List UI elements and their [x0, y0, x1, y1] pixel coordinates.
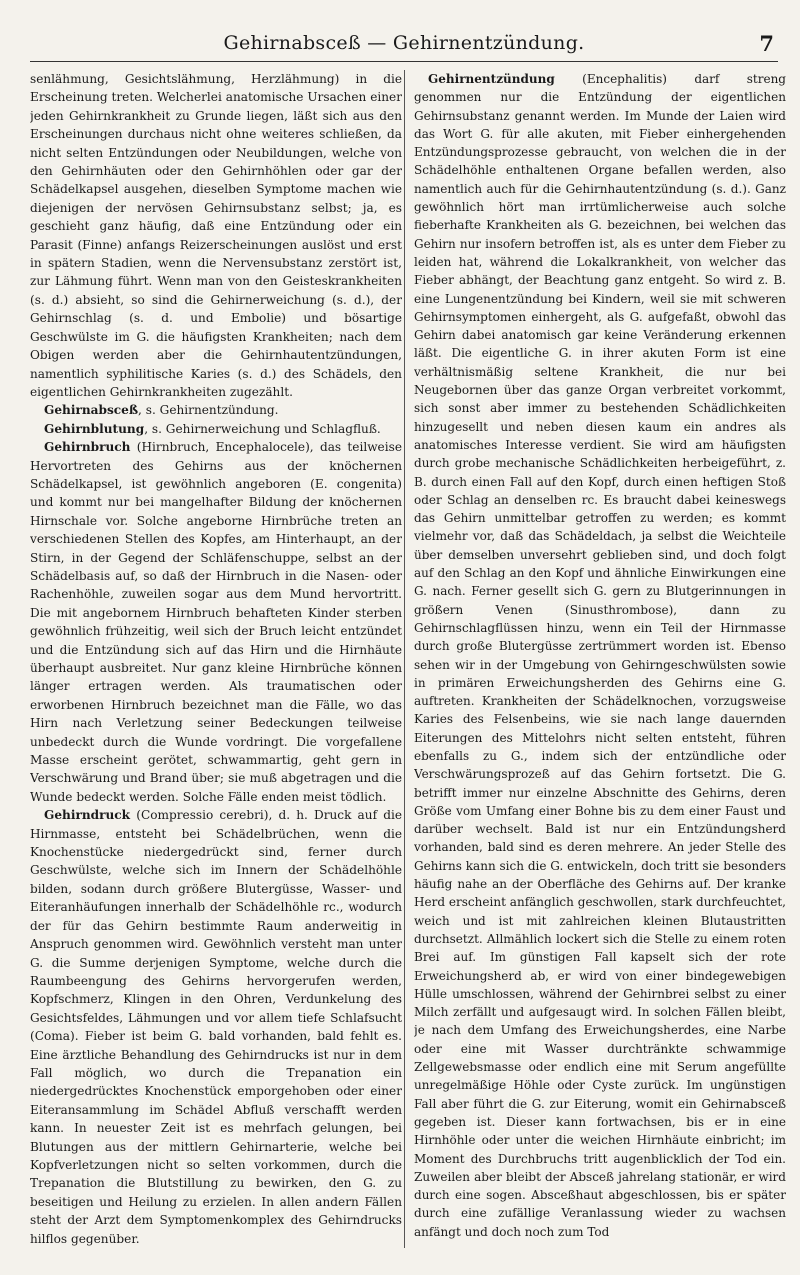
column-separator — [404, 70, 405, 1248]
entry-gehirndruck — [30, 806, 402, 1248]
entry-body: (Hirnbruch, Encephalocele), das teilweise Hervortreten des Gehirns aus der knöchernen Schädelkapsel, ist gewöhnlich angeboren (E. congenita) und kommt nur bei mangelhafter Bildung der knöchernen Hirnschale vor. Solche angeborne Hirnbrüche treten an verschiedenen Stellen des Kopfes, am Hinterhaupt, an der Stirn, in der Gegend der Schläfenschuppe, selbst an der Schädelbasis auf, so daß der Hirnbruch in die Nasen- oder Rachenhöhle, zuweilen sogar aus dem Mund hervortritt. Die mit angebornem Hirnbruch behafteten Kinder sterben gewöhnlich frühzeitig, weil sich der Bruch leicht entzündet und die Entzündung sich auf das Hirn und die Hirnhäute überhaupt ausbreitet. Nur ganz kleine Hirnbrüche können länger ertragen werden. Als traumatischen oder erworbenen Hirnbruch bezeichnet man die Fälle, wo das Hirn nach Verletzung seiner Bedeckungen teilweise unbedeckt durch die Wunde vordringt. Die vorgefallene Masse erscheint gerötet, schwammartig, geht gern in Verschwärung und Brand über; sie muß abgetragen und die Wunde bedeckt werden. Solche Fälle enden meist tödlich. — [30, 440, 402, 804]
header-rule — [30, 61, 778, 62]
page-number: 7 — [759, 31, 774, 56]
entry-body: senlähmung, Gesichtslähmung, Herzlähmung) in die Erscheinung treten. Welcherlei anatomische Ursachen einer jeden Gehirnkrankheit zu Grunde liegen, läßt sich aus den Erscheinungen durchaus nicht ohne weiteres schließen, da nicht selten Entzündungen oder Neubildungen, welche von den Gehirnhäuten oder den Gehirnhöhlen oder gar der Schädelkapsel ausgehen, dieselben Symptome machen wie diejenigen der nervösen Gehirnsubstanz selbst; ja, es geschieht ganz häufig, daß eine Entzündung oder ein Parasit (Finne) anfangs Reizerscheinungen auslöst und erst in spätern Stadien, wenn die Nervensubstanz zerstört ist, zur Lähmung führt. Wenn man von den Geisteskrankheiten (s. d.) absieht, so sind die Gehirnerweichung (s. d.), der Gehirnschlag (s. d. und Embolie) und bösartige Geschwülste im G. die häufigsten Krankheiten; nach dem Obigen werden aber die Gehirnhautentzündungen, namentlich syphilitische Karies (s. d.) des Schädels, den eigentlichen Gehirnkrankheiten zugezählt. — [30, 72, 402, 399]
entry-body: s. Gehirnerweichung und Schlagfluß. — [151, 421, 381, 436]
entry-gehirnabscess: Gehirnabsceß, s. Gehirnentzündung. — [44, 403, 279, 418]
entry-body: s. Gehirnentzündung. — [145, 403, 279, 418]
left-column — [30, 70, 402, 1248]
entry-body: (Encephalitis) darf streng genommen nur die Entzündung der eigentlichen Gehirnsubstanz genannt werden. Im Munde der Laien wird das Wort G. für alle akuten, mit Fieber einhergehenden Entzündungsprozesse gebraucht, von welchen die in der Schädelhöhle enthaltenen Organe befallen werden, also namentlich auch für die Gehirnhautentzündung (s. d.). Ganz gewöhnlich hört man irrtümlicherweise auch solche fieberhafte Krankheiten als G. bezeichnen, bei welchen das Gehirn nur insofern betroffen ist, als es unter dem Fieber zu leiden hat, während die Lokalkrankheit, von welcher das Fieber abhängt, der Beachtung ganz entgeht. So wird z. B. eine Lungenentzündung bei Kindern, weil sie mit schweren Gehirnsymptomen einhergeht, als G. aufgefaßt, obwohl das Gehirn dabei anatomisch gar keine Veränderung erkennen läßt. Die eigentliche G. in ihrer akuten Form ist eine verhältnismäßig seltene Krankheit, die nur bei Neugebornen über das ganze Organ verbreitet vorkommt, sich sonst aber immer zu bestehenden Schädlichkeiten hinzugesellt und neben diesen kaum ein andres als anatomisches Interesse verdient. Sie wird am häufigsten durch grobe mechanische Schädlichkeiten herbeigeführt, z. B. durch einen Fall auf den Kopf, durch einen heftigen Stoß oder Schlag an denselben rc. Es braucht dabei keineswegs das Gehirn unmittelbar getroffen zu werden; es kommt vielmehr vor, daß das Schädeldach, ja selbst die Weichteile über demselben unversehrt geblieben sind, und doch folgt auf den Schlag an den Kopf und ähnliche Einwirkungen eine G. nach. Ferner gesellt sich G. gern zu Blutgerinnungen in größern Venen (Sinusthrombose), dann zu Gehirnschlagflüssen hinzu, wenn ein Teil der Hirnmasse durch große Blutergüsse zertrümmert worden ist. Ebenso sehen wir in der Umgebung von Gehirngeschwülsten sowie in primären Erweichungsherden des Gehirns eine G. auftreten. Krankheiten der Schädelknochen, vorzugsweise Karies des Felsenbeins, wie sie nach lange dauernden Eiterungen des Mittelohrs nicht selten entsteht, führen ebenfalls zu G., indem sich der entzündliche oder Verschwärungsprozeß auf das Gehirn fortsetzt. Die G. betrifft immer nur einzelne Abschnitte des Gehirns, deren Größe vom Umfang einer Bohne bis zu dem einer Faust und darüber wechselt. Bald ist nur ein Entzündungsherd vorhanden, bald sind es deren mehrere. An jeder Stelle des Gehirns kann sich die G. entwickeln, doch tritt sie besonders häufig nahe an der Oberfläche des Gehirns auf. Der kranke Herd erscheint anfänglich geschwollen, stark durchfeuchtet, weich und ist mit zahlreichen kleinen Blutaustritten durchsetzt. Allmählich lockert sich die Stelle zu einem roten Brei auf. Im günstigen Fall kapselt sich der rote Erweichungsherd ab, er wird von einer bindegewebigen Hülle umschlossen, während der Gehirnbrei selbst zu einer Milch zerfällt und aufgesaugt wird. In solchen Fällen bleibt, je nach dem Umfang des Erweichungsherdes, eine Narbe oder eine mit Wasser durchtränkte schwammige Zellgewebsmasse oder endlich eine mit Serum angefüllte unregelmäßige Höhle oder Cyste zurück. Im ungünstigen Fall aber führt die G. zur Eiterung, womit ein Gehirnabsceß gegeben ist. Dieser kann fortwachsen, bis er in eine Hirnhöhle oder unter die weichen Hirnhäute einbricht; im Moment des Durchbruchs tritt augenblicklich der Tod ein. Zuweilen aber bleibt der Absceß jahrelang stationär, er wird durch eine sogen. Absceßhaut abgeschlossen, bis er später durch eine zufällige Veranlassung wieder zu wachsen anfängt und doch noch zum Tod — [414, 72, 786, 1239]
entry-gehirnbruch — [30, 438, 402, 806]
entry-continuation — [30, 70, 402, 401]
right-column — [414, 70, 786, 1248]
running-head-title: Gehirnabsceß — Gehirnentzündung. — [223, 32, 585, 54]
entry-gehirnblutung: Gehirnblutung, s. Gehirnerweichung und Schlagfluß. — [44, 421, 381, 436]
entry-headword: Gehirnentzündung — [428, 72, 555, 86]
entry-gehirnentzuendung — [414, 70, 786, 1241]
running-head — [30, 32, 778, 56]
entry-headword: Gehirnblutung — [44, 421, 145, 436]
entry-headword: Gehirnbruch — [44, 440, 131, 455]
entry-headword: Gehirndruck — [44, 808, 131, 823]
entry-headword: Gehirnabsceß — [44, 403, 139, 418]
entry-body: (Compressio cerebri), d. h. Druck auf die Hirnmasse, entsteht bei Schädelbrüchen, wenn die Knochenstücke niedergedrückt sind, ferner durch Geschwülste, welche sich im Innern der Schädelhöhle bilden, sodann durch größere Blutergüsse, Wasser- und Eiteranhäufungen innerhalb der Schädelhöhle rc., wodurch der für das Gehirn bestimmte Raum anderweitig in Anspruch genommen wird. Gewöhnlich versteht man unter G. die Summe derjenigen Symptome, welche durch die Raumbeengung des Gehirns hervorgerufen werden, Kopfschmerz, Klingen in den Ohren, Verdunkelung des Gesichtsfeldes, Lähmungen und vor allem tiefe Schlafsucht (Coma). Fieber ist beim G. bald vorhanden, bald fehlt es. Eine ärztliche Behandlung des Gehirndrucks ist nur in dem Fall möglich, wo durch die Trepanation ein niedergedrücktes Knochenstück emporgehoben oder einer Eiteransammlung im Schädel Abfluß verschafft werden kann. In neuester Zeit ist es mehrfach gelungen, bei Blutungen aus der mittlern Gehirnarterie, welche bei Kopfverletzungen nicht so selten vorkommen, durch die Trepanation die Blutstillung zu bewirken, den G. zu beseitigen und Heilung zu erzielen. In allen andern Fällen steht der Arzt dem Symptomenkomplex des Gehirndrucks hilflos gegenüber. — [30, 808, 402, 1246]
